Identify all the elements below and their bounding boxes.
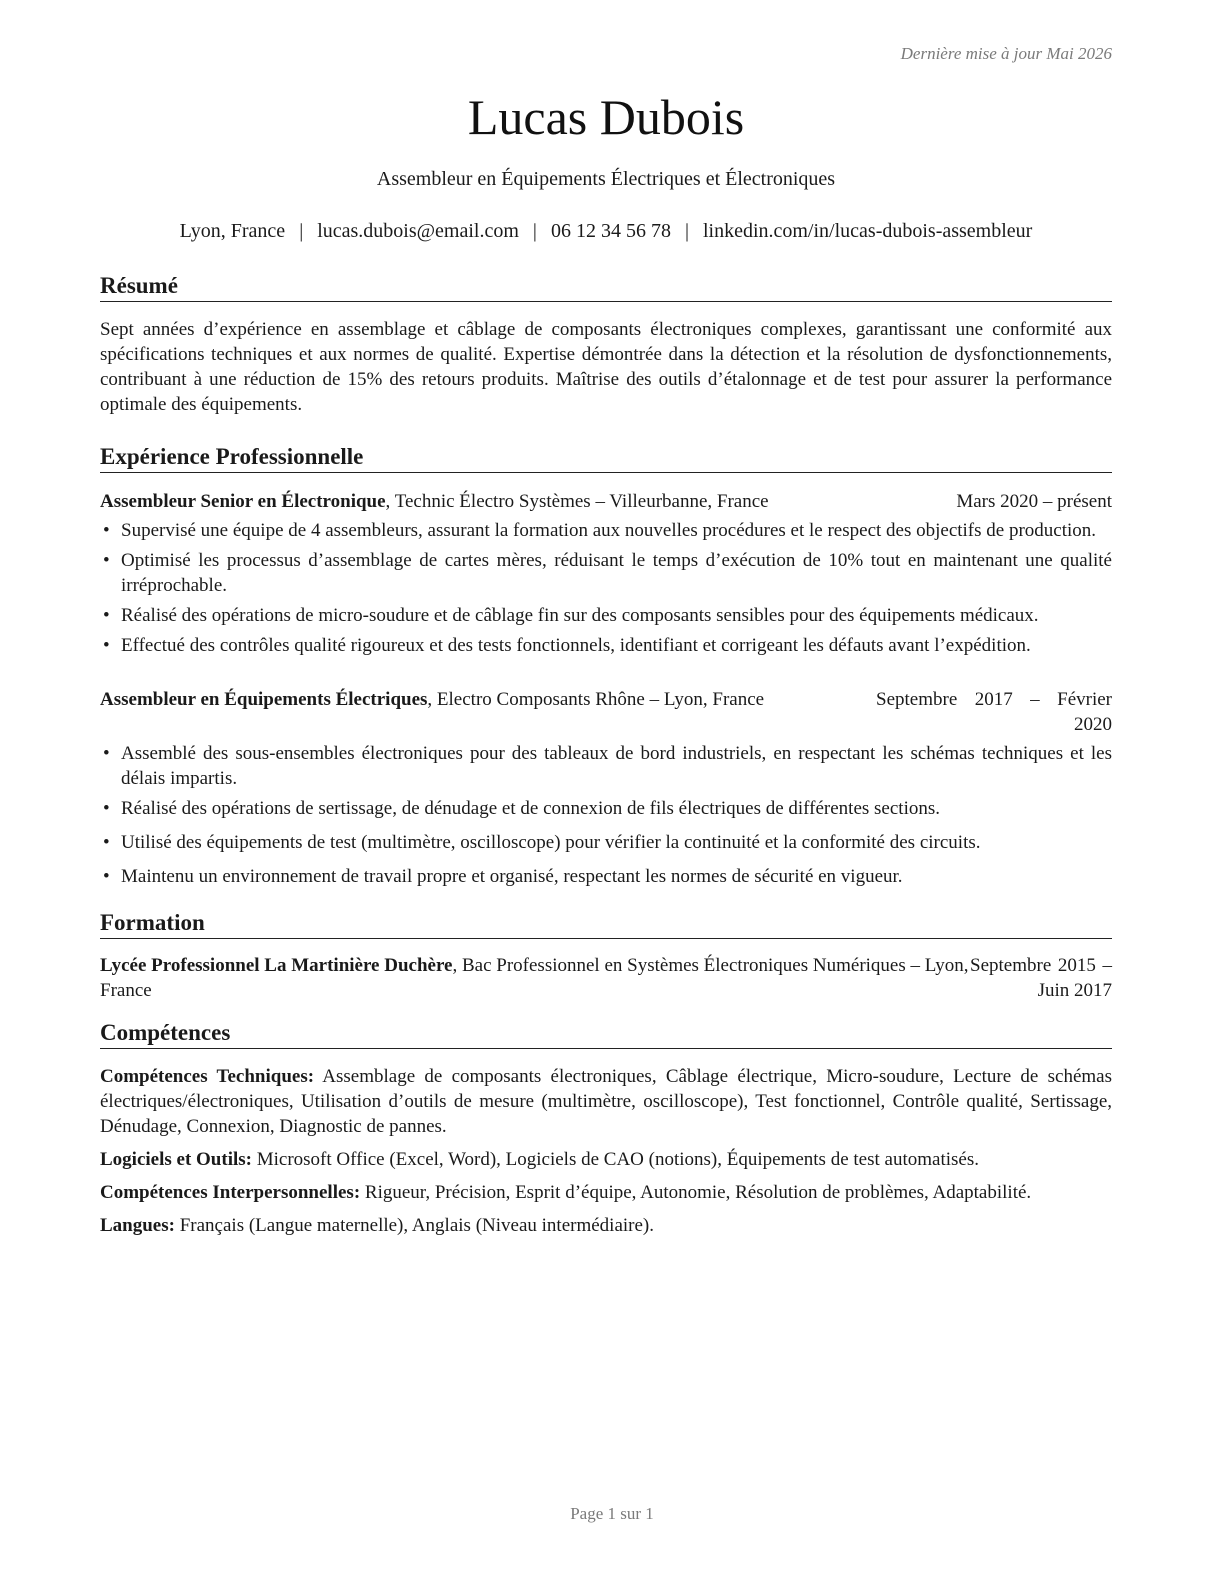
bullet-icon: •	[103, 743, 110, 764]
education-entry	[100, 953, 1112, 1003]
skill-text: Microsoft Office (Excel, Word), Logiciels de CAO (notions), Équipements de test automatisés.	[251, 1149, 979, 1170]
section-title-summary: Résumé	[100, 272, 1112, 302]
bullet-icon: •	[103, 605, 110, 626]
last-updated: Dernière mise à jour Mai 2026	[900, 44, 1112, 63]
candidate-name: Lucas Dubois	[467, 89, 745, 145]
section-title-skills: Compétences	[100, 1019, 1112, 1049]
skill-text: Assemblage de composants électroniques, Câblage électrique, Micro-soudure, Lecture de schémas électriques/électroniques, Utilisation d’outils de mesure (multimètre, oscilloscope), Test fonctionnel, Contrôle qualité, Sertissage, Dénudage, Connexion, Diagnostic de pannes.	[100, 1066, 1112, 1137]
job-bullets	[100, 741, 1112, 889]
skill-line	[100, 1147, 1112, 1172]
bullet-icon: •	[103, 866, 110, 887]
contact-separator: |	[684, 220, 689, 242]
bullet-text: Maintenu un environnement de travail propre et organisé, respectant les normes de sécurité en vigueur.	[121, 866, 903, 887]
job-dates: Septembre 2017 – Février 2020	[876, 689, 1112, 735]
skill-label: Logiciels et Outils:	[100, 1149, 252, 1170]
school-name: Lycée Professionnel La Martinière Duchère	[100, 955, 453, 976]
bullet-text: Réalisé des opérations de sertissage, de dénudage et de connexion de fils électriques de différentes sections.	[121, 798, 941, 819]
list-item	[100, 864, 1112, 889]
skill-line	[100, 1064, 1112, 1139]
education-dates: Septembre 2015 – Juin 2017	[970, 955, 1112, 1001]
list-item	[100, 796, 1112, 821]
page-number: Page 1 sur 1	[570, 1504, 654, 1523]
experience-section	[100, 443, 1112, 889]
skill-label: Compétences Interpersonnelles:	[100, 1182, 361, 1203]
skill-label: Langues:	[100, 1215, 175, 1236]
bullet-text: Supervisé une équipe de 4 assembleurs, assurant la formation aux nouvelles procédures et le respect des objectifs de production.	[121, 520, 1097, 541]
bullet-text: Effectué des contrôles qualité rigoureux et des tests fonctionnels, identifiant et corrigeant les défauts avant l’expédition.	[121, 635, 1031, 656]
job-title: Assembleur Senior en Électronique	[100, 491, 386, 512]
skills-section	[100, 1019, 1112, 1238]
bullet-icon: •	[103, 520, 110, 541]
bullet-icon: •	[103, 635, 110, 656]
skill-line	[100, 1213, 1112, 1238]
contact-line	[100, 218, 1112, 244]
job-header	[100, 687, 1112, 737]
bullet-icon: •	[103, 550, 110, 571]
summary-text: Sept années d’expérience en assemblage et câblage de composants électroniques complexes, garantissant une conformité aux spécifications techniques et aux normes de qualité. Expertise démontrée dans la détection et la résolution de dysfonctionnements, contribuant à une réduction de 15% des retours produits. Maîtrise des outils d’étalonnage et de test pour assurer la performance optimale des équipements.	[100, 319, 1112, 415]
skill-line	[100, 1180, 1112, 1205]
list-item	[100, 830, 1112, 855]
list-item	[100, 603, 1112, 628]
job-header	[100, 489, 1112, 514]
bullet-icon: •	[103, 798, 110, 819]
job-bullets	[100, 518, 1112, 658]
list-item	[100, 633, 1112, 658]
bullet-icon: •	[103, 832, 110, 853]
list-item	[100, 518, 1112, 543]
job-company: , Electro Composants Rhône – Lyon, France	[427, 689, 765, 710]
contact-separator: |	[532, 220, 537, 242]
section-title-experience: Expérience Professionnelle	[100, 443, 1112, 473]
contact-phone: 06 12 34 56 78	[550, 220, 671, 242]
skill-label: Compétences Techniques:	[100, 1066, 315, 1087]
contact-separator: |	[299, 220, 304, 242]
bullet-text: Utilisé des équipements de test (multimètre, oscilloscope) pour vérifier la continuité et la conformité des circuits.	[121, 832, 981, 853]
contact-location: Lyon, France	[179, 220, 286, 242]
section-title-education: Formation	[100, 909, 1112, 939]
job-headline: Assembleur en Équipements Électriques et Électroniques	[376, 168, 836, 190]
summary-section	[100, 272, 1112, 417]
bullet-text: Assemblé des sous-ensembles électroniques pour des tableaux de bord industriels, en respectant les schémas techniques et les délais impartis.	[121, 743, 1112, 789]
list-item	[100, 741, 1112, 791]
bullet-text: Réalisé des opérations de micro-soudure et de câblage fin sur des composants sensibles pour des équipements médicaux.	[121, 605, 1039, 626]
skill-text: Français (Langue maternelle), Anglais (Niveau intermédiaire).	[174, 1215, 654, 1236]
job-dates: Mars 2020 – présent	[956, 491, 1112, 512]
degree-text: , Bac Professionnel en Systèmes Électroniques Numériques – Lyon, France	[100, 955, 969, 1001]
bullet-text: Optimisé les processus d’assemblage de cartes mères, réduisant le temps d’exécution de 10% tout en maintenant une qualité irréprochable.	[121, 550, 1112, 596]
education-section	[100, 909, 1112, 1003]
job-title: Assembleur en Équipements Électriques	[100, 689, 428, 710]
contact-linkedin[interactable]: linkedin.com/in/lucas-dubois-assembleur	[702, 220, 1033, 242]
list-item	[100, 548, 1112, 598]
contact-email[interactable]: lucas.dubois@email.com	[317, 220, 519, 242]
skill-text: Rigueur, Précision, Esprit d’équipe, Autonomie, Résolution de problèmes, Adaptabilité.	[360, 1182, 1032, 1203]
job-company: , Technic Électro Systèmes – Villeurbanne, France	[385, 491, 769, 512]
